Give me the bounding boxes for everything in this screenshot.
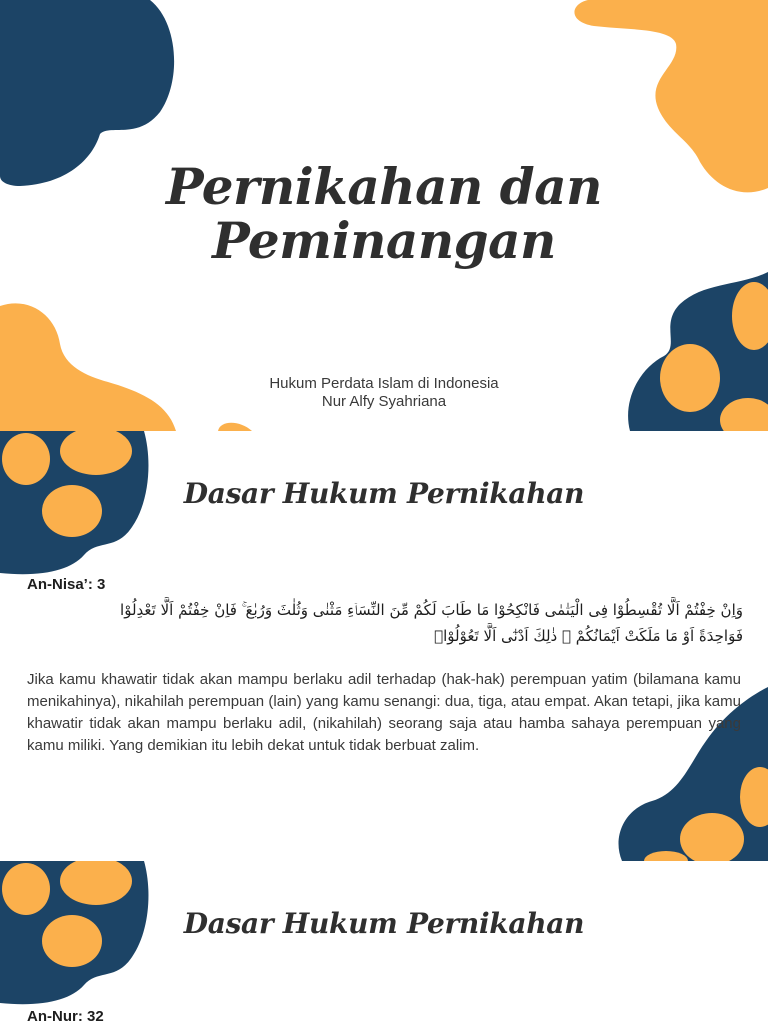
slide-heading: Dasar Hukum Pernikahan (183, 477, 585, 510)
title-line-1: Pernikahan dan (165, 157, 603, 216)
orange-blob-bottom-left (0, 303, 176, 431)
slide-heading: Dasar Hukum Pernikahan (183, 907, 585, 940)
surah-reference: An-Nisa’: 3 (27, 576, 106, 593)
presentation-subtitle (0, 375, 768, 411)
title-slide (0, 0, 768, 431)
surah-reference: An-Nur: 32 (27, 1008, 104, 1024)
course-name: Hukum Perdata Islam di Indonesia (269, 375, 499, 392)
author-name: Nur Alfy Syahriana (321, 393, 447, 410)
arabic-line-1: وَاِنْ خِفْتُمْ اَلَّا تُقْسِطُوْا فِى الْيَتٰمٰى فَانْكِحُوْا مَا طَابَ لَكُمْ مِّنَ النِّسَاۤءِ مَثْنٰى وَثُلٰثَ وَرُبٰعَ ۚ فَاِنْ خِفْتُمْ اَلَّا تَعْدِلُوْا (120, 601, 743, 619)
title-line-2: Peminangan (212, 211, 556, 270)
content-slide-an-nur (0, 861, 768, 1024)
presentation-title (0, 157, 768, 270)
arabic-verse (27, 597, 743, 649)
orange-blob-small (218, 423, 252, 431)
arabic-line-2: فَوَاحِدَةً اَوْ مَا مَلَكَتْ اَيْمَانُكُمْ ۗ ذٰلِكَ اَدْنٰٓى اَلَّا تَعُوْلُوْاۗ (434, 627, 743, 645)
navy-blob-top-left (0, 0, 174, 186)
content-slide-an-nisa (0, 431, 768, 861)
decorative-blobs (0, 861, 768, 1024)
verse-translation: Jika kamu khawatir tidak akan mampu berlaku adil terhadap (hak-hak) perempuan yatim (bilamana kamu menikahinya), nikahilah perempuan (lain) yang kamu senangi: dua, tiga, atau empat. Akan tetapi, jika kamu khawatir tidak akan mampu berlaku adil, (nikahilah) seorang saja atau hamba sahaya perempuan yang kamu miliki. Yang demikian itu lebih dekat untuk tidak berbuat zalim. (27, 671, 741, 754)
